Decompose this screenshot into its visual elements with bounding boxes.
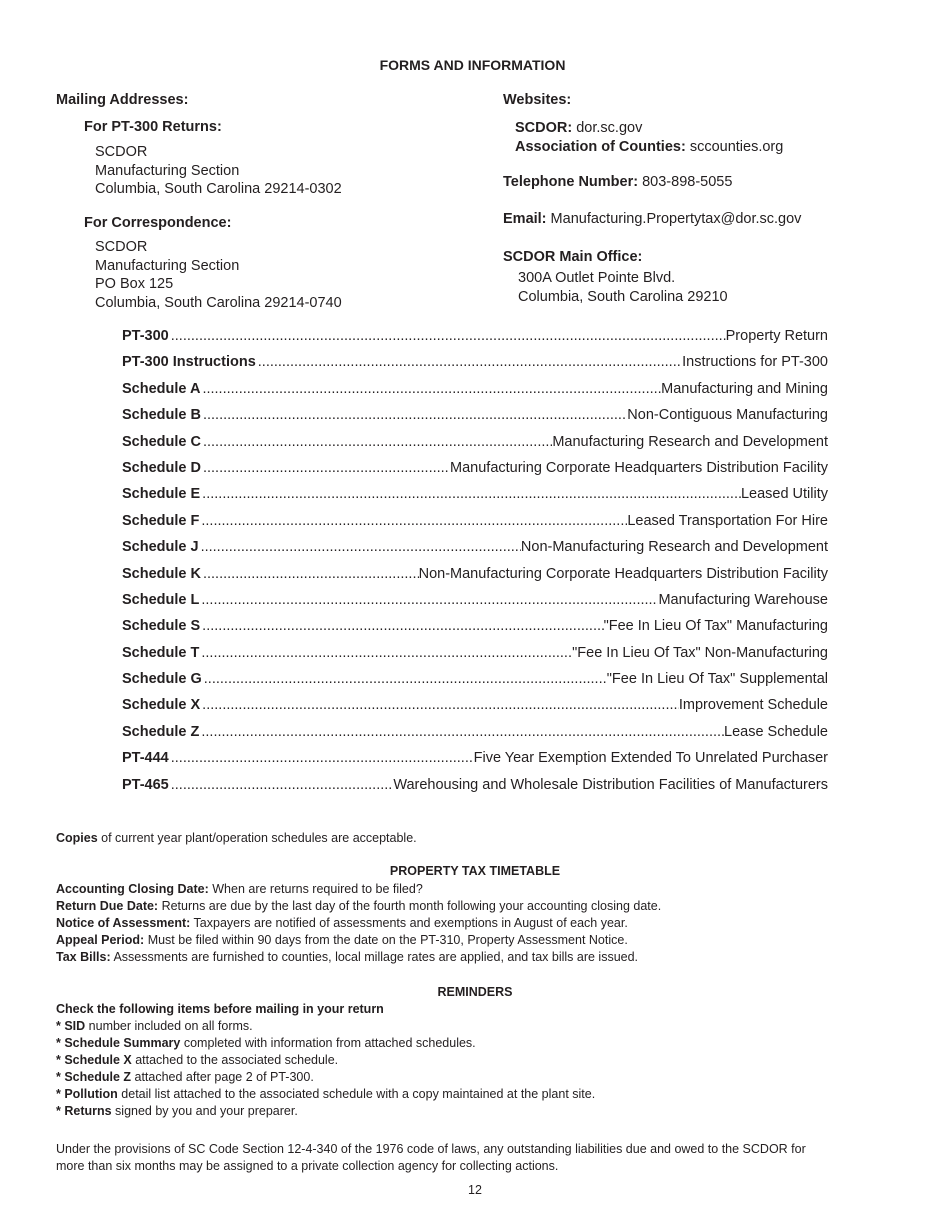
scdor-website-label: SCDOR:	[515, 120, 573, 136]
websites-list	[515, 119, 783, 156]
reminder-item-text: attached after page 2 of PT-300.	[131, 1070, 314, 1084]
form-description: Instructions for PT-300	[682, 354, 828, 371]
form-row	[122, 381, 828, 407]
form-description: Non-Manufacturing Corporate Headquarters Distribution Facility	[418, 565, 828, 582]
form-row	[122, 645, 828, 671]
timetable-item-text: Must be filed within 90 days from the date on the PT-310, Property Assessment Notice.	[144, 933, 628, 947]
form-description: Improvement Schedule	[678, 697, 828, 714]
address-line: Columbia, South Carolina 29210	[518, 288, 728, 305]
timetable-item	[56, 898, 661, 915]
reminder-item	[56, 1052, 595, 1069]
form-description: "Fee In Lieu Of Tax" Non-Manufacturing	[572, 644, 828, 661]
form-row	[122, 539, 828, 565]
dot-leader	[200, 618, 603, 634]
form-code: Schedule G	[122, 671, 202, 688]
form-code: Schedule A	[122, 380, 201, 397]
timetable-title: PROPERTY TAX TIMETABLE	[389, 864, 561, 878]
form-code: Schedule B	[122, 407, 201, 424]
form-row	[122, 697, 828, 723]
reminder-item-bold: * Schedule Z	[56, 1070, 132, 1084]
form-code: PT-300 Instructions	[122, 354, 256, 371]
form-code: Schedule T	[122, 644, 200, 661]
address-line: Manufacturing Section	[95, 162, 240, 179]
dot-leader	[169, 328, 726, 344]
timetable-item-text: When are returns required to be filed?	[208, 882, 423, 896]
dot-leader	[199, 539, 521, 555]
copies-text: of current year plant/operation schedules are acceptable.	[97, 831, 417, 845]
address-line: SCDOR	[95, 239, 148, 255]
form-row	[122, 460, 828, 486]
form-description: "Fee In Lieu Of Tax" Supplemental	[606, 671, 828, 688]
websites-heading: Websites:	[503, 92, 572, 108]
reminder-item-bold: * Schedule X	[56, 1053, 132, 1067]
address-line: Manufacturing Section	[95, 257, 240, 274]
form-description: Property Return	[725, 328, 828, 344]
form-code: Schedule F	[122, 512, 200, 529]
telephone-label: Telephone Number:	[503, 174, 639, 190]
email	[503, 210, 801, 229]
reminder-item-text: completed with information from attached schedules.	[180, 1036, 476, 1050]
form-code: Schedule D	[122, 459, 201, 476]
reminder-item-bold: * SID	[56, 1019, 86, 1033]
timetable-item	[56, 949, 661, 966]
form-row	[122, 750, 828, 776]
form-code: PT-444	[122, 750, 169, 767]
reminder-item-bold: * Pollution	[56, 1087, 118, 1101]
telephone	[503, 173, 732, 192]
reminder-item-bold: * Returns	[56, 1104, 112, 1118]
dot-leader	[200, 697, 679, 713]
correspondence-address	[95, 238, 342, 312]
form-description: Five Year Exemption Extended To Unrelated Purchaser	[473, 750, 828, 767]
dot-leader	[201, 434, 552, 450]
reminder-item	[56, 1069, 595, 1086]
form-description: Lease Schedule	[724, 723, 828, 740]
dot-leader	[202, 671, 607, 687]
form-row	[122, 592, 828, 618]
counties-website-label: Association of Counties:	[515, 138, 686, 155]
form-description: Non-Contiguous Manufacturing	[627, 407, 828, 424]
reminders-title: REMINDERS	[437, 985, 513, 999]
form-description: Manufacturing and Mining	[661, 380, 828, 397]
correspondence-address-label: For Correspondence:	[84, 215, 232, 231]
form-description: "Fee In Lieu Of Tax" Manufacturing	[603, 618, 828, 635]
reminders-intro: Check the following items before mailing in your return	[56, 1002, 384, 1016]
dot-leader	[200, 486, 741, 502]
form-row	[122, 777, 828, 803]
timetable-item	[56, 932, 661, 949]
form-row	[122, 328, 828, 354]
address-line: 300A Outlet Pointe Blvd.	[518, 270, 676, 286]
reminder-item	[56, 1086, 595, 1103]
reminder-item-text: detail list attached to the associated schedule with a copy maintained at the plant site.	[117, 1087, 596, 1101]
dot-leader	[199, 645, 572, 661]
provisions-line: more than six months may be assigned to a private collection agency for collecting actions.	[56, 1159, 559, 1173]
timetable-item	[56, 915, 661, 932]
reminder-item-text: attached to the associated schedule.	[131, 1053, 339, 1067]
dot-leader	[201, 407, 627, 423]
scdor-website-link[interactable]: dor.sc.gov	[576, 120, 643, 136]
form-code: Schedule L	[122, 591, 200, 608]
email-label: Email:	[503, 211, 547, 227]
reminders-list	[56, 1018, 595, 1120]
copies-bold: Copies	[56, 831, 98, 845]
form-row	[122, 407, 828, 433]
dot-leader	[199, 724, 724, 740]
form-code: Schedule C	[122, 433, 201, 450]
provisions-note	[56, 1141, 936, 1175]
form-code: PT-465	[122, 776, 169, 793]
timetable-item-text: Taxpayers are notified of assessments and exemptions in August of each year.	[190, 916, 628, 930]
email-link[interactable]: Manufacturing.Propertytax@dor.sc.gov	[550, 211, 802, 227]
dot-leader	[169, 777, 394, 793]
address-line: PO Box 125	[95, 276, 174, 292]
form-description: Manufacturing Corporate Headquarters Distribution Facility	[450, 459, 828, 476]
reminder-item	[56, 1035, 595, 1052]
timetable-item-text: Assessments are furnished to counties, local millage rates are applied, and tax bills are issued.	[110, 950, 639, 964]
counties-website-link[interactable]: sccounties.org	[689, 138, 784, 155]
pt300-address-label: For PT-300 Returns:	[84, 119, 222, 135]
form-code: Schedule S	[122, 618, 201, 635]
reminder-item	[56, 1103, 595, 1120]
copies-note	[56, 830, 417, 847]
form-row	[122, 724, 828, 750]
forms-list	[122, 328, 828, 803]
pt300-address	[95, 143, 342, 199]
main-office-address	[518, 269, 728, 306]
address-line: Columbia, South Carolina 29214-0740	[95, 294, 342, 311]
form-description: Manufacturing Research and Development	[552, 433, 828, 450]
form-row	[122, 671, 828, 697]
provisions-line: Under the provisions of SC Code Section 12-4-340 of the 1976 code of laws, any outstanding liabilities due and owed to the SCDOR for	[56, 1142, 806, 1156]
form-description: Non-Manufacturing Research and Development	[520, 539, 828, 556]
mailing-heading: Mailing Addresses:	[56, 92, 189, 108]
reminder-item	[56, 1018, 595, 1035]
form-code: PT-300	[122, 328, 169, 344]
dot-leader	[201, 460, 450, 476]
form-code: Schedule J	[122, 539, 199, 556]
dot-leader	[199, 592, 658, 608]
form-row	[122, 434, 828, 460]
timetable-item-text: Returns are due by the last day of the fourth month following your accounting closing date.	[158, 899, 662, 913]
reminder-item-bold: * Schedule Summary	[56, 1036, 181, 1050]
address-line: Columbia, South Carolina 29214-0302	[95, 181, 342, 197]
form-code: Schedule X	[122, 697, 201, 714]
form-description: Warehousing and Wholesale Distribution Facilities of Manufacturers	[393, 776, 828, 793]
form-row	[122, 513, 828, 539]
form-description: Leased Transportation For Hire	[627, 512, 828, 529]
dot-leader	[256, 354, 682, 370]
form-row	[122, 486, 828, 512]
timetable-item-label: Appeal Period:	[56, 933, 145, 947]
page-number: 12	[468, 1183, 482, 1197]
timetable-item-label: Notice of Assessment:	[56, 916, 191, 930]
timetable-item-label: Return Due Date:	[56, 899, 159, 913]
reminder-item-text: signed by you and your preparer.	[111, 1104, 298, 1118]
timetable-list	[56, 881, 661, 966]
timetable-item	[56, 881, 661, 898]
dot-leader	[169, 750, 474, 766]
page-title: FORMS AND INFORMATION	[379, 57, 566, 73]
form-row	[122, 618, 828, 644]
dot-leader	[201, 566, 419, 582]
form-description: Leased Utility	[740, 486, 828, 503]
timetable-item-label: Tax Bills:	[56, 950, 111, 964]
form-row	[122, 566, 828, 592]
form-description: Manufacturing Warehouse	[658, 591, 828, 608]
dot-leader	[199, 513, 627, 529]
form-row	[122, 354, 828, 380]
reminder-item-text: number included on all forms.	[85, 1019, 253, 1033]
address-line: SCDOR	[95, 144, 148, 160]
form-code: Schedule K	[122, 565, 201, 582]
timetable-item-label: Accounting Closing Date:	[56, 882, 209, 896]
form-code: Schedule E	[122, 486, 201, 503]
form-code: Schedule Z	[122, 723, 200, 740]
telephone-value: 803-898-5055	[642, 174, 733, 190]
main-office-label: SCDOR Main Office:	[503, 249, 643, 265]
dot-leader	[200, 381, 661, 397]
